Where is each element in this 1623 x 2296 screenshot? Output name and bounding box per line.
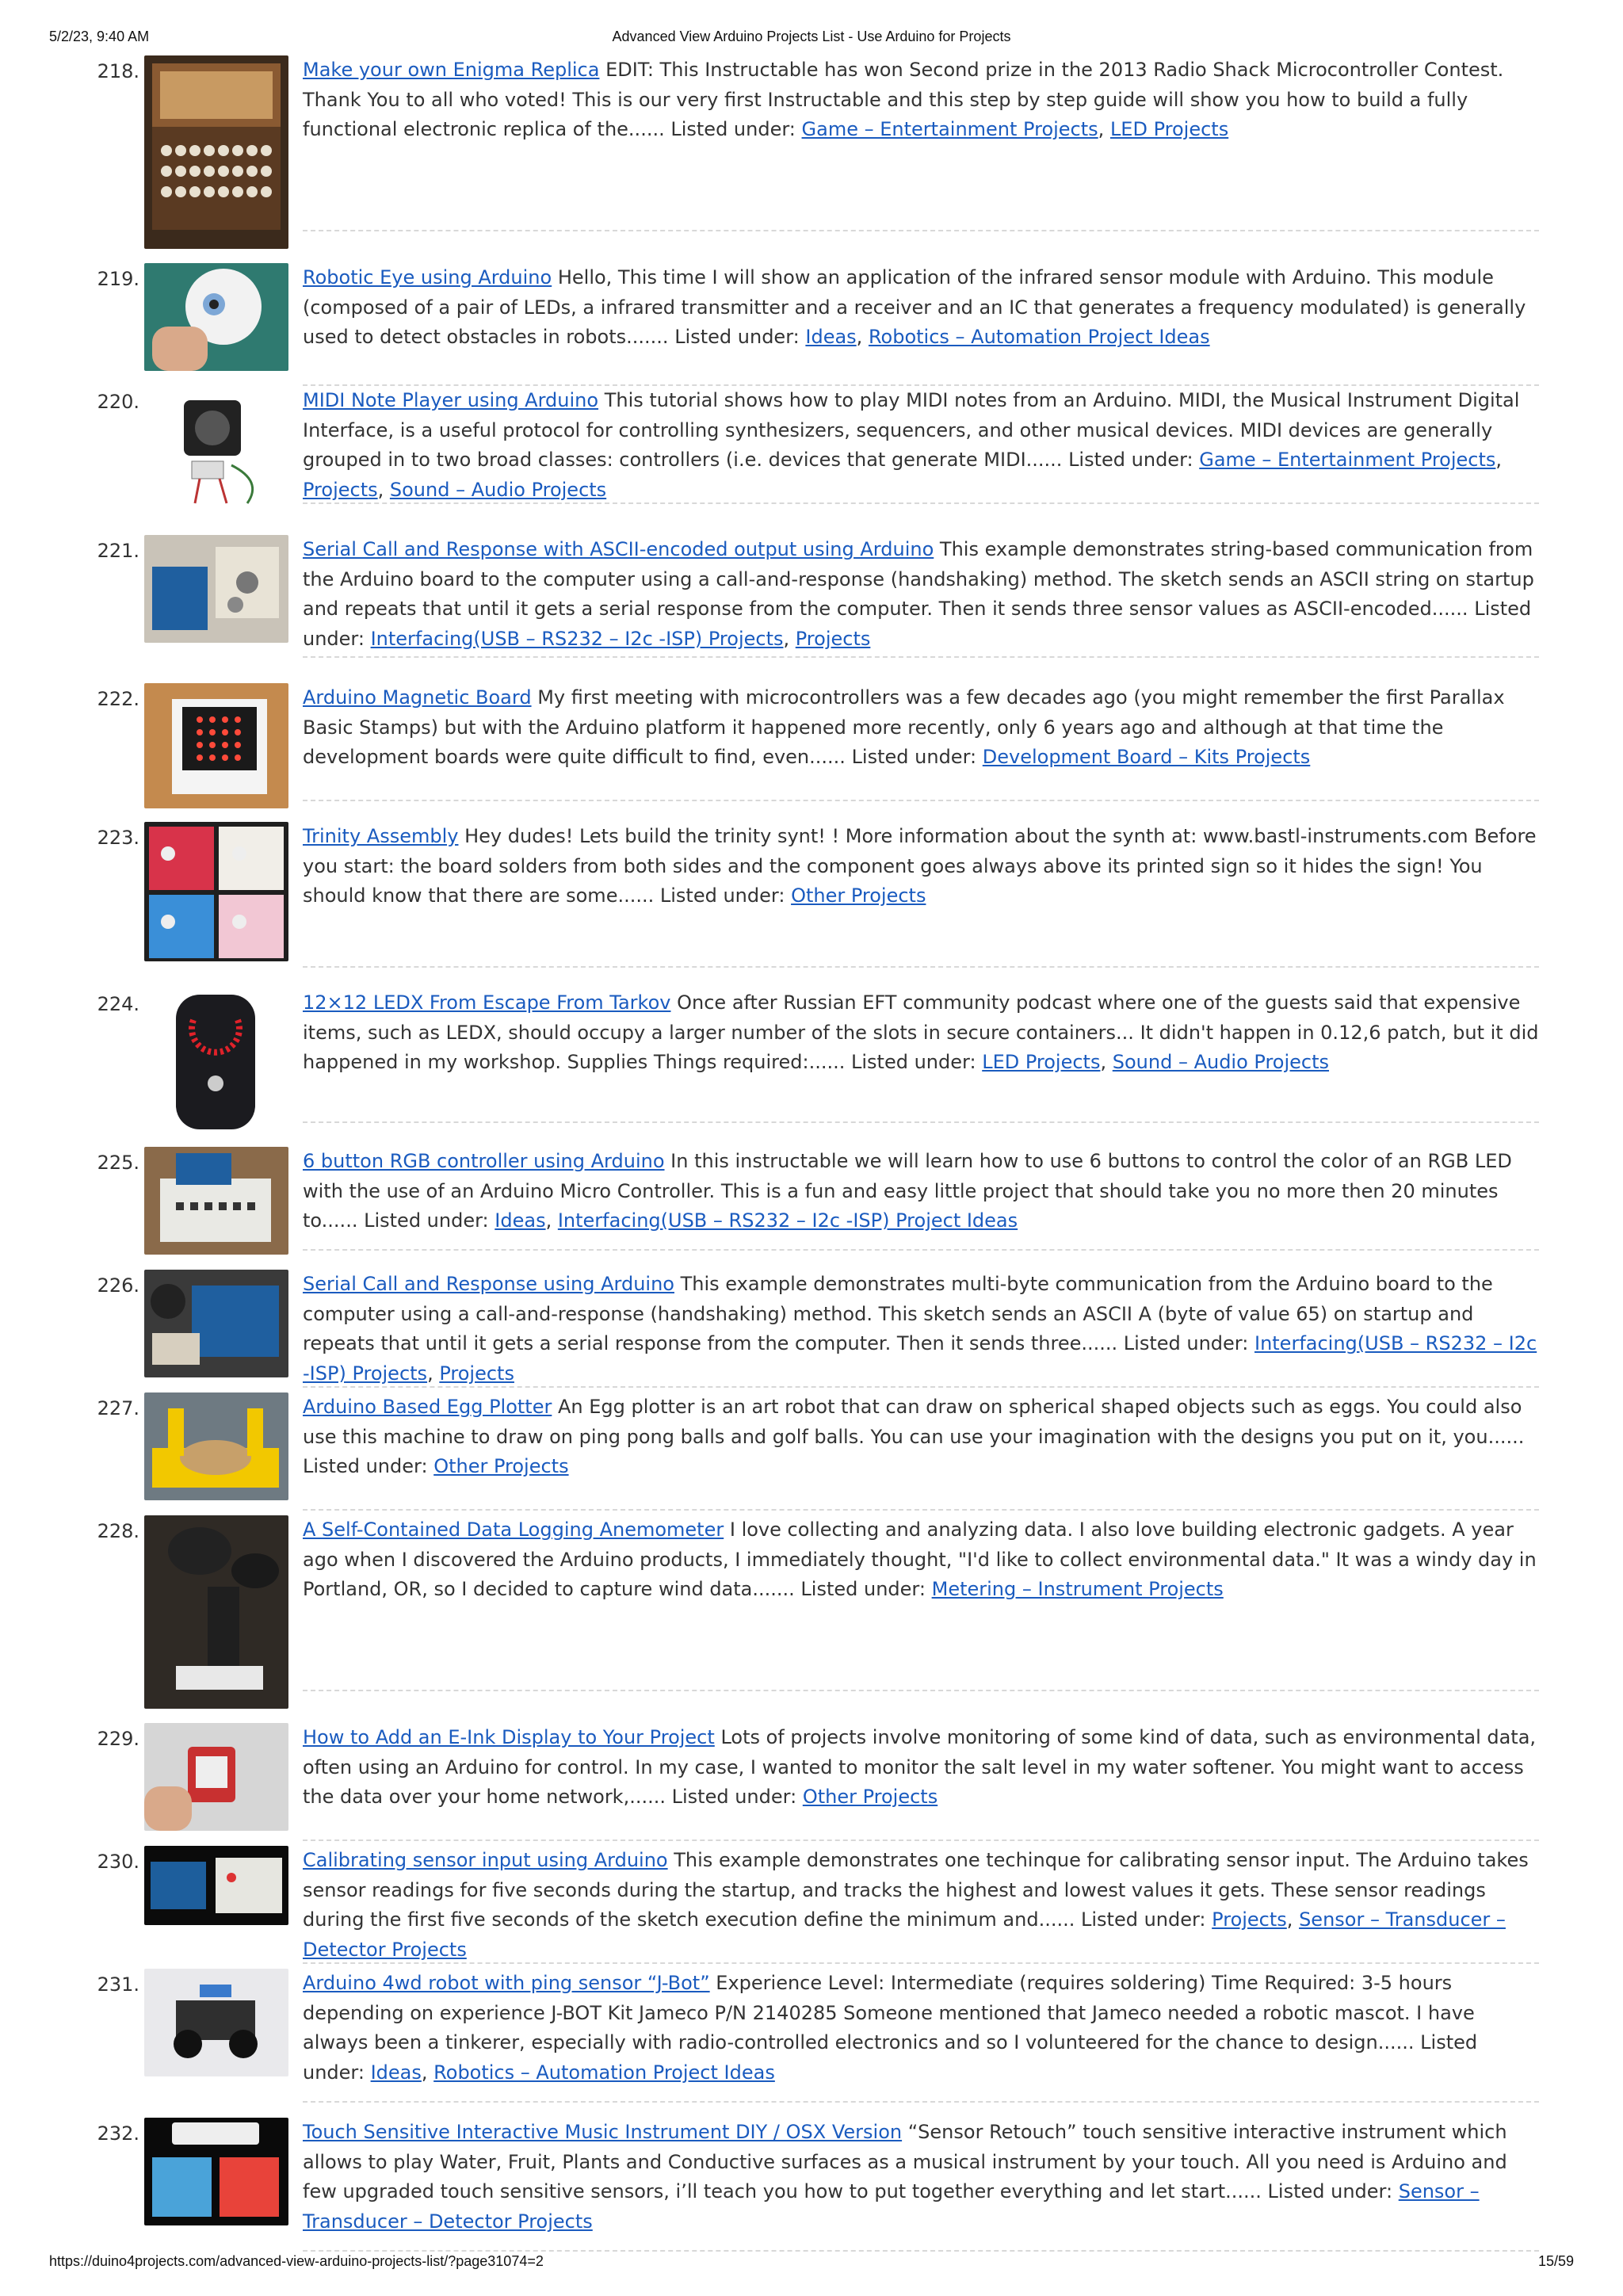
page-url: https://duino4projects.com/advanced-view-arduino-projects-list/?page31074=2 — [49, 2253, 544, 2269]
listed-under-label: Listed under: — [364, 1209, 489, 1232]
project-title-link[interactable]: How to Add an E-Ink Display to Your Project — [303, 1726, 715, 1748]
project-thumbnail[interactable] — [144, 822, 288, 961]
entry-divider — [303, 1386, 1539, 1388]
category-link[interactable]: Sensor – Transducer – Detector Projects — [303, 2180, 1480, 2233]
category-link[interactable]: Other Projects — [433, 1455, 569, 1478]
category-link[interactable]: Interfacing(USB – RS232 – I2c -ISP) Projects — [370, 627, 784, 650]
category-link[interactable]: Projects — [439, 1362, 514, 1385]
entry-number: 218. — [97, 60, 139, 82]
category-link[interactable]: Sound – Audio Projects — [389, 478, 607, 501]
listed-under-label: Listed under: — [1123, 1332, 1249, 1355]
entry-number: 227. — [97, 1397, 139, 1419]
project-title-link[interactable]: Touch Sensitive Interactive Music Instrument DIY / OSX Version — [303, 2121, 903, 2143]
project-description: Hello, This time I will show an application of the infrared sensor module with Arduino. This module (composed of a pair of LEDs, a infrared transmitter and a receiver and an IC that generates a frequency modulated) is generally used to detect obstacles in robots....... — [303, 266, 1526, 349]
project-title-link[interactable]: Robotic Eye using Arduino — [303, 266, 552, 288]
project-thumbnail[interactable] — [144, 535, 288, 643]
entry-number: 219. — [97, 268, 139, 290]
print-date: 5/2/23, 9:40 AM — [49, 29, 150, 44]
project-thumbnail[interactable] — [144, 988, 288, 1133]
project-thumbnail[interactable] — [144, 1846, 288, 1925]
listed-under-label: Listed under: — [800, 1578, 926, 1601]
category-link[interactable]: Other Projects — [791, 884, 926, 907]
category-link[interactable]: Projects — [795, 627, 871, 650]
project-description: This tutorial shows how to play MIDI notes from an Arduino. MIDI, the Musical Instrument Digital Interface, is a useful protocol for controlling synthesizers, sequencers, and other musical devices. MIDI devices are generally grouped in to two broad classes: controllers (i.e. devices that generate MIDI...... — [303, 389, 1520, 472]
project-thumbnail[interactable] — [144, 1147, 288, 1255]
entry-number: 230. — [97, 1851, 139, 1873]
project-description: In this instructable we will learn how to use 6 buttons to control the color of an RGB LED with the use of an Arduino Micro Controller. This is a fun and easy little project that should take you no more then 20 minutes to...... — [303, 1150, 1512, 1232]
listed-under-label: Listed under: — [659, 884, 785, 907]
category-link[interactable]: LED Projects — [1109, 118, 1229, 141]
entry-divider — [303, 1690, 1539, 1691]
project-title-link[interactable]: Trinity Assembly — [303, 825, 459, 847]
entry-text — [303, 683, 1539, 773]
entry-number: 229. — [97, 1728, 139, 1750]
entry-number: 221. — [97, 540, 139, 562]
entry-text: Robotic Eye using Arduino Hello, This time I will show an application of the infrared sensor module with Arduino. This module (composed of a pair of LEDs, a infrared transmitter and a receiver and an IC that generates a frequency modulated) is generally used to detect obstacles in robots....... Listed under: Ideas, Robotics – Automation Project Ideas — [303, 266, 1526, 349]
project-thumbnail[interactable] — [144, 1969, 288, 2076]
project-thumbnail[interactable] — [144, 1723, 288, 1831]
entry-number: 224. — [97, 993, 139, 1015]
entry-number: 223. — [97, 827, 139, 849]
listed-under-label: Listed under: — [1068, 449, 1193, 472]
category-link[interactable]: Sensor – Transducer – Detector Projects — [303, 1908, 1506, 1961]
entry-divider — [303, 800, 1539, 801]
project-description: My first meeting with microcontrollers was a few decades ago (you might remember the first Parallax Basic Stamps) but with the Arduino platform it happened more recently, only 6 years ago and although at that time the development boards were quite difficult to find, even...... — [303, 686, 1505, 769]
project-title-link[interactable]: 6 button RGB controller using Arduino — [303, 1150, 665, 1172]
entry-text: Serial Call and Response with ASCII-encoded output using Arduino This example demonstrates string-based communication from the Arduino board to the computer using a call-and-response (handshaking) method. The sketch sends an ASCII string on startup and repeats that until it gets a serial response from the computer. Then it sends three sensor values as ASCII-encoded...... Listed under: Interfacing(USB – RS232 – I2c -ISP) Projects, Projects — [303, 538, 1534, 650]
entry-text: 12×12 LEDX From Escape From Tarkov Once after Russian EFT community podcast where one of the guests said that expensive items, such as LEDX, should occupy a larger number of the slots in secure containers... It didn't happen in 0.12,6 patch, but it did happened in my workshop. Supplies Things required:...... Listed under: LED Projects, Sound – Audio Projects — [303, 991, 1539, 1074]
category-link[interactable]: Projects — [303, 478, 378, 501]
entry-text — [303, 1723, 1539, 1813]
entry-text — [303, 2118, 1539, 2237]
category-link[interactable]: Development Board – Kits Projects — [982, 746, 1311, 769]
project-thumbnail[interactable] — [144, 2118, 288, 2225]
entry-number: 228. — [97, 1520, 139, 1542]
category-link[interactable]: Game – Entertainment Projects — [1199, 449, 1496, 472]
entry-divider — [303, 502, 1539, 504]
entry-text: MIDI Note Player using Arduino This tutorial shows how to play MIDI notes from an Arduino. MIDI, the Musical Instrument Digital Interface, is a useful protocol for controlling synthesizers, sequencers, and other musical devices. MIDI devices are generally grouped in to two broad classes: controllers (i.e. devices that generate MIDI...... Listed under: Game – Entertainment Projects, Projects, Sound – Audio Projects — [303, 389, 1520, 501]
entry-number: 231. — [97, 1973, 139, 1996]
listed-under-label: Listed under: — [1080, 1908, 1206, 1931]
listed-under-label: Listed under: — [670, 118, 796, 141]
project-title-link[interactable]: Serial Call and Response with ASCII-encoded output using Arduino — [303, 538, 934, 560]
listed-under-label: Listed under: — [851, 1051, 976, 1074]
entry-number: 232. — [97, 2122, 139, 2145]
project-thumbnail[interactable] — [144, 55, 288, 249]
entry-text: Calibrating sensor input using Arduino This example demonstrates one techinque for calibrating sensor input. The Arduino takes sensor readings for five seconds during the startup, and tracks the highest and lowest values it gets. These sensor readings during the first five seconds of the sketch execution define the minimum and...... Listed under: Projects, Sensor – Transducer – Detector Projects — [303, 1849, 1529, 1961]
category-link[interactable]: Robotics – Automation Project Ideas — [868, 326, 1210, 349]
entry-divider — [303, 1121, 1539, 1123]
project-title-link[interactable]: Serial Call and Response using Arduino — [303, 1273, 674, 1295]
entry-divider — [303, 1249, 1539, 1251]
entry-text: 6 button RGB controller using Arduino In this instructable we will learn how to use 6 buttons to control the color of an RGB LED with the use of an Arduino Micro Controller. This is a fun and easy little project that should take you no more then 20 minutes to...... Listed under: Ideas, Interfacing(USB – RS232 – I2c -ISP) Project Ideas — [303, 1150, 1512, 1232]
project-description: I love collecting and analyzing data. I also love building electronic gadgets. A year ago when I discovered the Arduino products, I immediately thought, "I'd like to collect environmental data." It was a windy day in Portland, OR, so I decided to capture wind data....... — [303, 1519, 1537, 1601]
listed-under-label: Listed under: — [303, 1455, 428, 1478]
category-link[interactable]: Ideas — [370, 2061, 422, 2084]
entry-number: 220. — [97, 391, 139, 413]
project-description: EDIT: This Instructable has won Second prize in the 2013 Radio Shack Microcontroller Contest. Thank You to all who voted! This is our very first Instructable and this step by step guide will show you how to build a fully functional electronic replica of the...... — [303, 59, 1504, 141]
project-description: An Egg plotter is an art robot that can draw on spherical shaped objects such as eggs. You could also use this machine to draw on ping pong balls and golf balls. You can use your imagination with the designs you put on it, you...... — [303, 1396, 1525, 1448]
project-description: This example demonstrates string-based communication from the Arduino board to the computer using a call-and-response (handshaking) method. The sketch sends an ASCII string on startup and repeats that until it gets a serial response from the computer. Then it sends three sensor values as ASCII-encoded...... — [303, 538, 1534, 621]
category-link[interactable]: Ideas — [495, 1209, 546, 1232]
project-description: This example demonstrates one techinque for calibrating sensor input. The Arduino takes sensor readings for five seconds during the startup, and tracks the highest and lowest values it gets. These sensor readings during the first five seconds of the sketch execution define the minimum and...... — [303, 1849, 1529, 1931]
entry-text: Arduino 4wd robot with ping sensor “J-Bot” Experience Level: Intermediate (requires soldering) Time Required: 3-5 hours depending on experience J-BOT Kit Jameco P/N 2140285 Someone mentioned that Jameco needed a robotic mascot. I have always been a tinkerer, especially with radio-controlled electronics and so I volunteered for the chance to design...... Listed under: Ideas, Robotics – Automation Project Ideas — [303, 1972, 1478, 2084]
category-link[interactable]: Sound – Audio Projects — [1112, 1051, 1330, 1074]
category-link[interactable]: Other Projects — [802, 1786, 938, 1809]
listed-under-label: Listed under: — [674, 326, 800, 349]
entry-text — [303, 1392, 1539, 1482]
listed-under-label: Listed under: — [851, 746, 977, 769]
entry-text: Serial Call and Response using Arduino This example demonstrates multi-byte communication from the Arduino board to the computer using a call-and-response (handshaking) method. This sketch sends an ASCII A (byte of value 65) on startup and repeats that until it gets a serial response from the computer. Then it sends three...... Listed under: Interfacing(USB – RS232 – I2c -ISP) Projects, Projects — [303, 1273, 1537, 1385]
entry-number: 222. — [97, 688, 139, 710]
entry-text — [303, 1515, 1539, 1605]
project-title-link[interactable]: 12×12 LEDX From Escape From Tarkov — [303, 991, 671, 1014]
category-link[interactable]: Game – Entertainment Projects — [801, 118, 1098, 141]
entry-divider — [303, 1509, 1539, 1511]
page-number: 15/59 — [1537, 2253, 1574, 2269]
entry-text: Make your own Enigma Replica EDIT: This Instructable has won Second prize in the 2013 Radio Shack Microcontroller Contest. Thank You to all who voted! This is our very first Instructable and this step by step guide will show you how to build a fully functional electronic replica of the...... Listed under: Game – Entertainment Projects, LED Projects — [303, 59, 1504, 141]
category-link[interactable]: Metering – Instrument Projects — [931, 1578, 1224, 1601]
project-thumbnail[interactable] — [144, 683, 288, 808]
page-title: Advanced View Arduino Projects List - Use Arduino for Projects — [612, 29, 1011, 44]
category-link[interactable]: Robotics – Automation Project Ideas — [433, 2061, 775, 2084]
project-description: Experience Level: Intermediate (requires soldering) Time Required: 3-5 hours depending on experience J-BOT Kit Jameco P/N 2140285 Someone mentioned that Jameco needed a robotic mascot. I have always been a tinkerer, especially with radio-controlled electronics and so I volunteered for the chance to design...... — [303, 1972, 1475, 2054]
entry-divider — [303, 966, 1539, 968]
project-thumbnail[interactable] — [144, 1392, 288, 1500]
entry-number: 226. — [97, 1274, 139, 1297]
project-thumbnail[interactable] — [144, 1515, 288, 1709]
project-thumbnail[interactable] — [144, 1270, 288, 1377]
listed-under-label: Listed under: — [1267, 2180, 1393, 2203]
entry-divider — [303, 2101, 1539, 2103]
entry-number: 225. — [97, 1152, 139, 1174]
entry-divider — [303, 2250, 1539, 2252]
project-description: This example demonstrates multi-byte communication from the Arduino board to the computer using a call-and-response (handshaking) method. This sketch sends an ASCII A (byte of value 65) on startup and repeats that until it gets a serial response from the computer. Then it sends three...... — [303, 1273, 1493, 1355]
entry-divider — [303, 230, 1539, 231]
listed-under-label: Listed under: — [303, 2031, 1478, 2084]
project-title-link[interactable]: MIDI Note Player using Arduino — [303, 389, 599, 411]
entry-divider — [303, 656, 1539, 658]
project-title-link[interactable]: Arduino 4wd robot with ping sensor “J-Bot” — [303, 1972, 710, 1994]
entry-divider — [303, 1839, 1539, 1841]
project-description: Lots of projects involve monitoring of some kind of data, such as environmental data, often using an Arduino for control. In my case, I wanted to monitor the salt level in my water softener. You might want to access the data over your home network,...... — [303, 1726, 1537, 1809]
category-link[interactable]: Projects — [1212, 1908, 1287, 1931]
project-title-link[interactable]: Calibrating sensor input using Arduino — [303, 1849, 668, 1871]
project-description: Hey dudes! Lets build the trinity synt! ! More information about the synth at: www.bastl-instruments.com Before you start: the board solders from both sides and the component goes always above its printed sign so it hides the sign! You should know that there are some...... — [303, 825, 1537, 907]
project-title-link[interactable]: Make your own Enigma Replica — [303, 59, 600, 81]
project-thumbnail[interactable] — [144, 263, 288, 371]
project-description: Once after Russian EFT community podcast where one of the guests said that expensive items, such as LEDX, should occupy a larger number of the slots in secure containers... It didn't happen in 0.12,6 patch, but it did happened in my workshop. Supplies Things required:...... — [303, 991, 1539, 1074]
entry-divider — [303, 1962, 1539, 1964]
category-link[interactable]: Interfacing(USB – RS232 – I2c -ISP) Project Ideas — [557, 1209, 1018, 1232]
listed-under-label: Listed under: — [303, 598, 1532, 650]
category-link[interactable]: Interfacing(USB – RS232 – I2c -ISP) Projects — [303, 1332, 1537, 1385]
project-description: “Sensor Retouch” touch sensitive interactive instrument which allows to play Water, Fruit, Plants and Conductive surfaces as a musical instrument by your touch. All you need is Arduino and few upgraded touch sensitive sensors, i’ll teach you how to put together everything and let start...... — [303, 2121, 1507, 2203]
project-title-link[interactable]: Arduino Magnetic Board — [303, 686, 532, 709]
listed-under-label: Listed under: — [671, 1786, 797, 1809]
project-title-link[interactable]: A Self-Contained Data Logging Anemometer — [303, 1519, 724, 1541]
category-link[interactable]: LED Projects — [982, 1051, 1101, 1074]
project-thumbnail[interactable] — [144, 386, 288, 505]
entry-text — [303, 822, 1539, 911]
category-link[interactable]: Ideas — [805, 326, 857, 349]
project-title-link[interactable]: Arduino Based Egg Plotter — [303, 1396, 552, 1418]
